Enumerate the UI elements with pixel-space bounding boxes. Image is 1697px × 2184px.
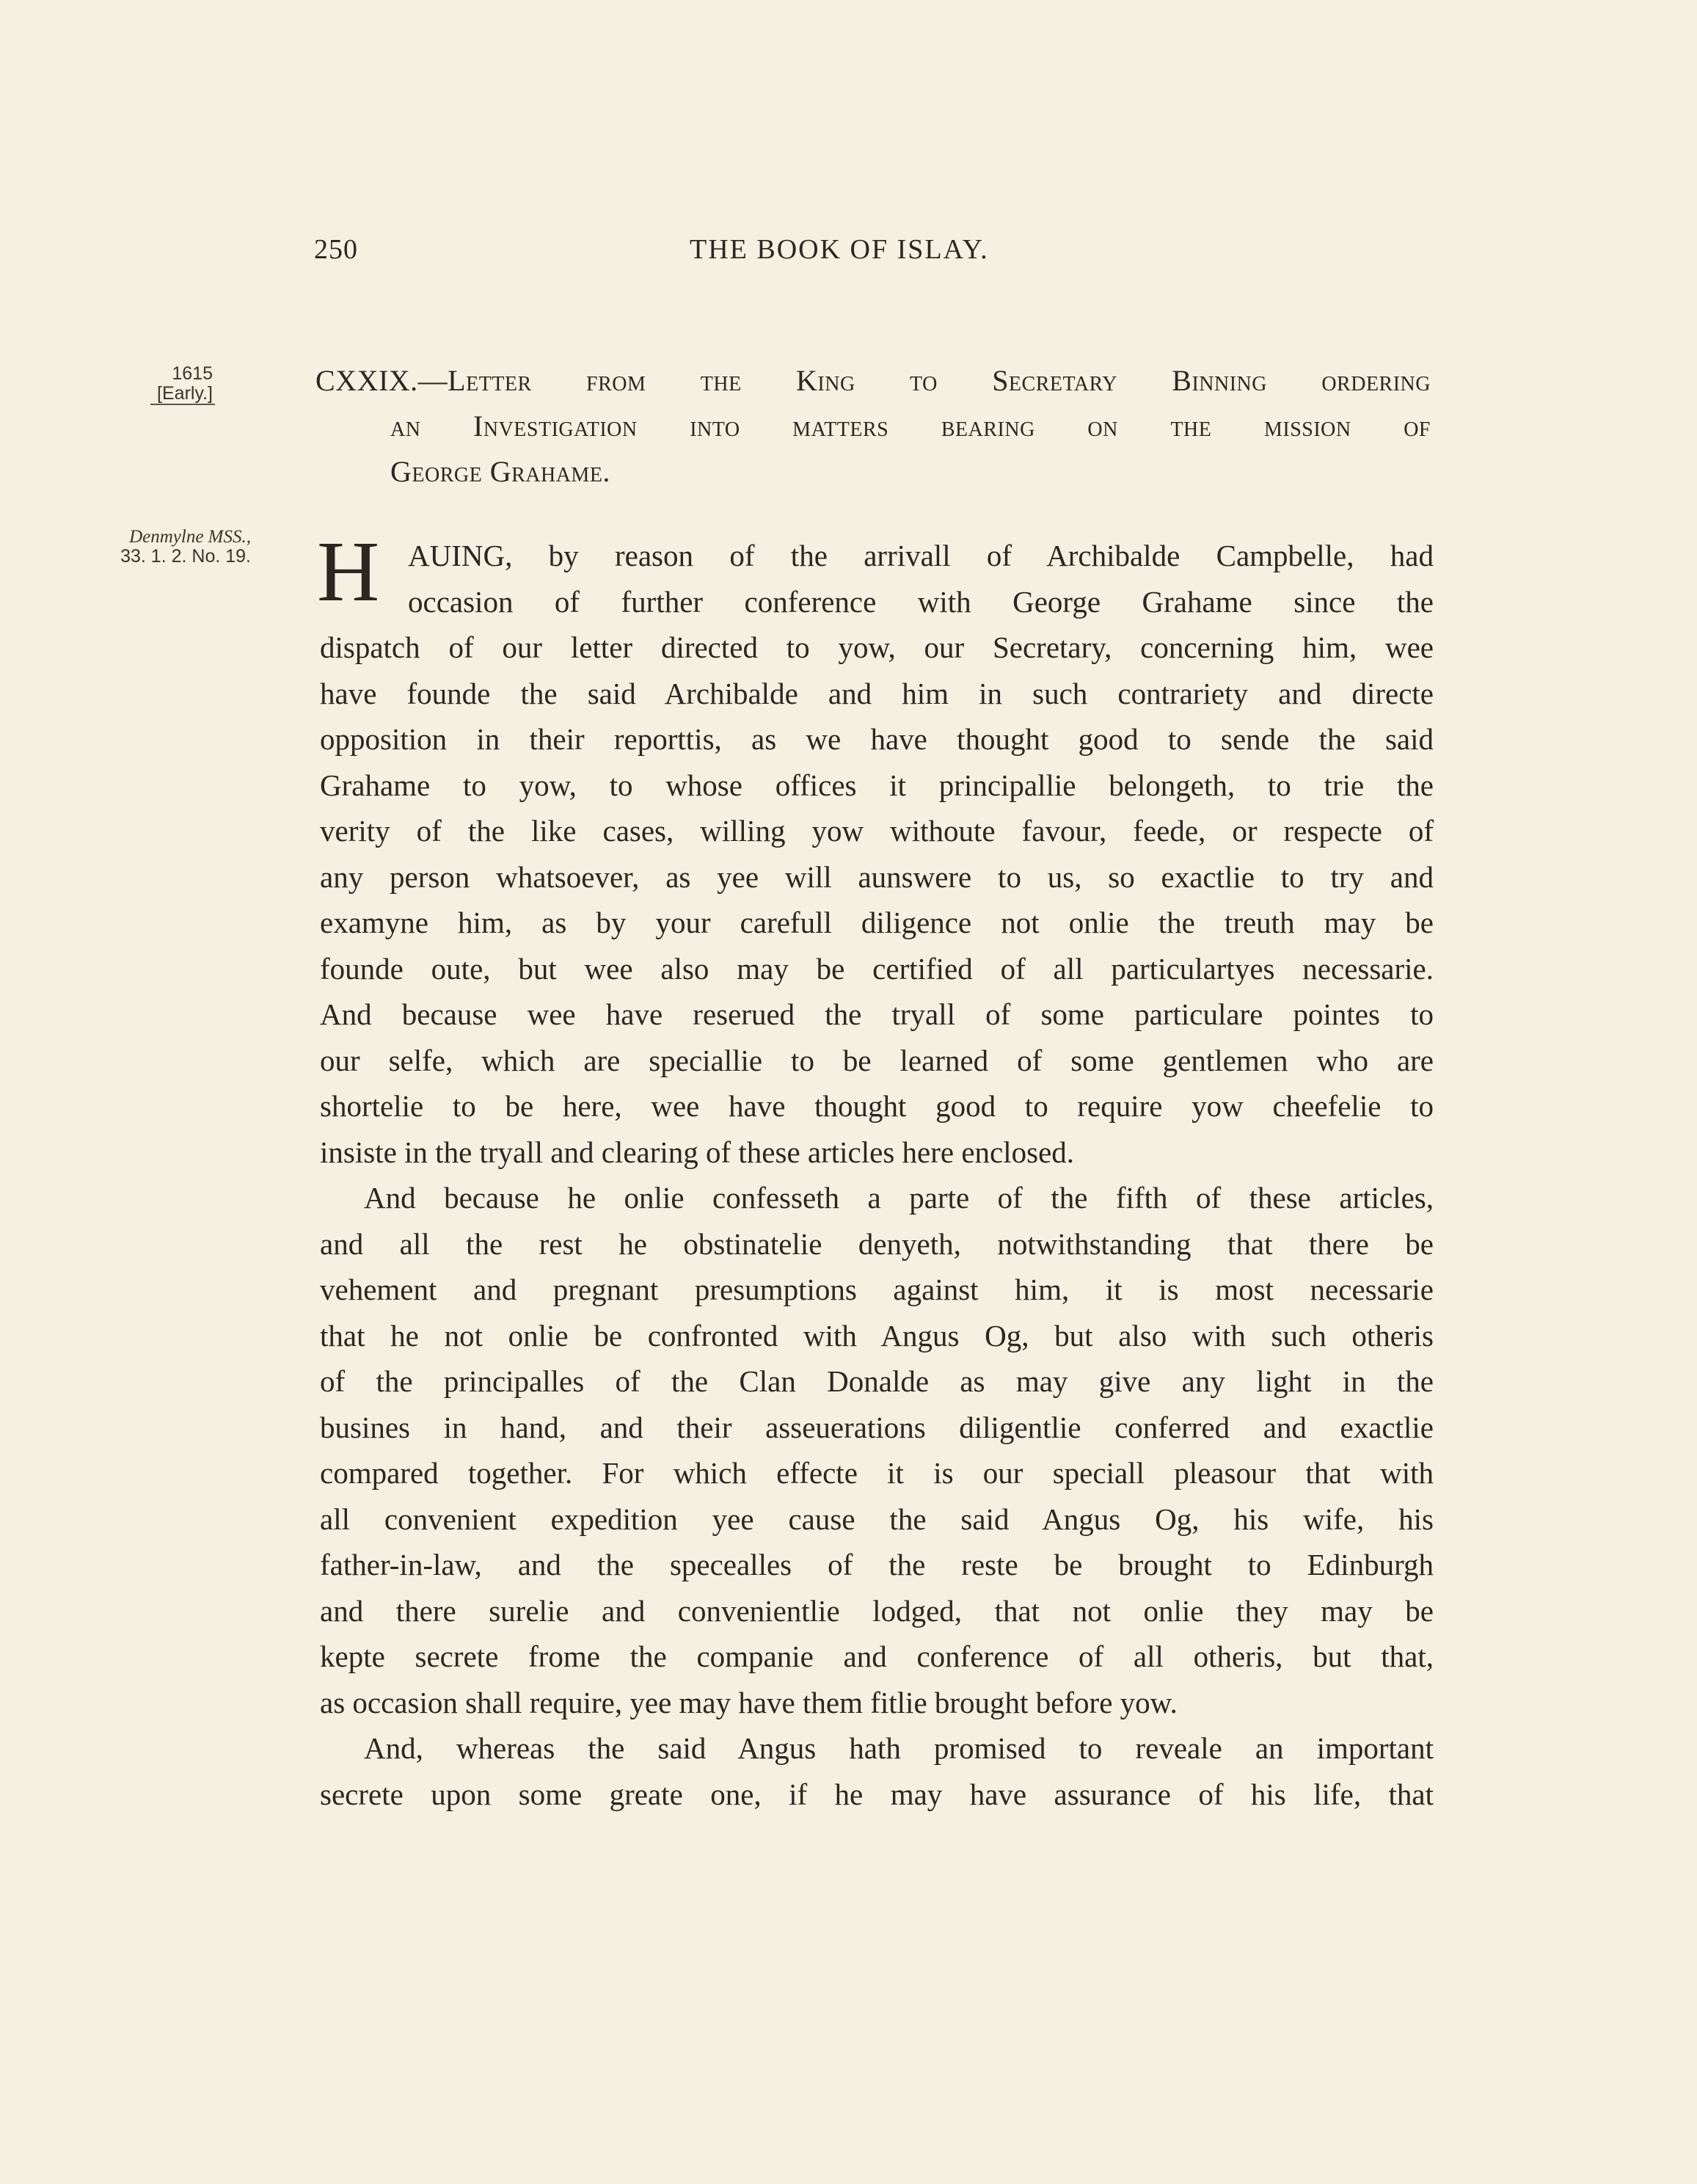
body-line: and there surelie and convenientlie lodged, that not onlie they may be bbox=[320, 1593, 1434, 1628]
body-line: busines in hand, and their asseuerations diligentlie conferred and exactlie bbox=[320, 1410, 1434, 1444]
body-line: Grahame to yow, to whose offices it principallie belongeth, to trie the bbox=[320, 768, 1434, 802]
body-line: And because he onlie confesseth a parte of the fifth of these articles, bbox=[364, 1181, 1434, 1215]
body-line: opposition in their reporttis, as we have thought good to sende the said bbox=[320, 722, 1434, 756]
margin-divider bbox=[150, 404, 215, 405]
body-line: secrete upon some greate one, if he may have assurance of his life, that bbox=[320, 1777, 1434, 1811]
book-title: THE BOOK OF ISLAY. bbox=[690, 234, 989, 265]
heading-line-1: CXXIX.—Letter from the King to Secretary Binning ordering bbox=[315, 364, 1431, 397]
body-line: dispatch of our letter directed to yow, our Secretary, concerning him, wee bbox=[320, 630, 1434, 664]
margin-date-year: 1615 bbox=[172, 363, 213, 384]
margin-source-reference: 33. 1. 2. No. 19. bbox=[120, 546, 251, 567]
body-line: have founde the said Archibalde and him in such contrariety and directe bbox=[320, 676, 1434, 710]
margin-date-qualifier: [Early.] bbox=[157, 383, 213, 404]
body-line: AUING, by reason of the arrivall of Archibalde Campbelle, had bbox=[408, 539, 1434, 572]
body-line: father-in-law, and the specealles of the reste be brought to Edinburgh bbox=[320, 1548, 1434, 1581]
body-line: any person whatsoever, as yee will aunswere to us, so exactlie to try and bbox=[320, 859, 1434, 894]
body-line: our selfe, which are speciallie to be learned of some gentlemen who are bbox=[320, 1043, 1434, 1077]
body-line: compared together. For which effecte it is our speciall pleasour that with bbox=[320, 1456, 1434, 1490]
body-line: And, whereas the said Angus hath promised to reveale an important bbox=[364, 1731, 1434, 1765]
body-line: all convenient expedition yee cause the said Angus Og, his wife, his bbox=[320, 1502, 1434, 1536]
page-number: 250 bbox=[314, 234, 358, 265]
body-line: and all the rest he obstinatelie denyeth, notwithstanding that there be bbox=[320, 1226, 1434, 1261]
document-heading bbox=[315, 358, 1431, 495]
margin-source-collection: Denmylne MSS., bbox=[129, 527, 251, 547]
body-line: founde oute, but wee also may be certified of all particulartyes necessarie. bbox=[320, 951, 1434, 986]
margin-source-note bbox=[66, 527, 251, 567]
body-line: And because wee have reserued the tryall of some particulare pointes to bbox=[320, 997, 1434, 1031]
body-line: as occasion shall require, yee may have them fitlie brought before yow. bbox=[320, 1685, 1178, 1719]
margin-date-note bbox=[110, 364, 213, 404]
body-line: shortelie to be here, wee have thought good to require yow cheefelie to bbox=[320, 1089, 1434, 1123]
body-line: insiste in the tryall and clearing of these articles here enclosed. bbox=[320, 1135, 1075, 1169]
body-line: of the principalles of the Clan Donalde as may give any light in the bbox=[320, 1364, 1434, 1398]
body-line: kepte secrete frome the companie and conference of all otheris, but that, bbox=[320, 1639, 1434, 1673]
body-line: examyne him, as by your carefull diligence not onlie the treuth may be bbox=[320, 906, 1434, 939]
body-line: verity of the like cases, willing yow withoute favour, feede, or respecte of bbox=[320, 814, 1434, 848]
drop-cap: H bbox=[317, 523, 380, 619]
body-line: that he not onlie be confronted with Angus Og, but also with such otheris bbox=[320, 1318, 1434, 1353]
body-line: occasion of further conference with George Grahame since the bbox=[408, 584, 1434, 619]
body-line: vehement and pregnant presumptions against him, it is most necessarie bbox=[320, 1273, 1434, 1306]
running-head bbox=[308, 233, 1438, 277]
letter-body bbox=[320, 533, 1434, 1817]
heading-line-3: George Grahame. bbox=[390, 455, 610, 488]
heading-line-2: an Investigation into matters bearing on the mission of bbox=[390, 410, 1431, 443]
